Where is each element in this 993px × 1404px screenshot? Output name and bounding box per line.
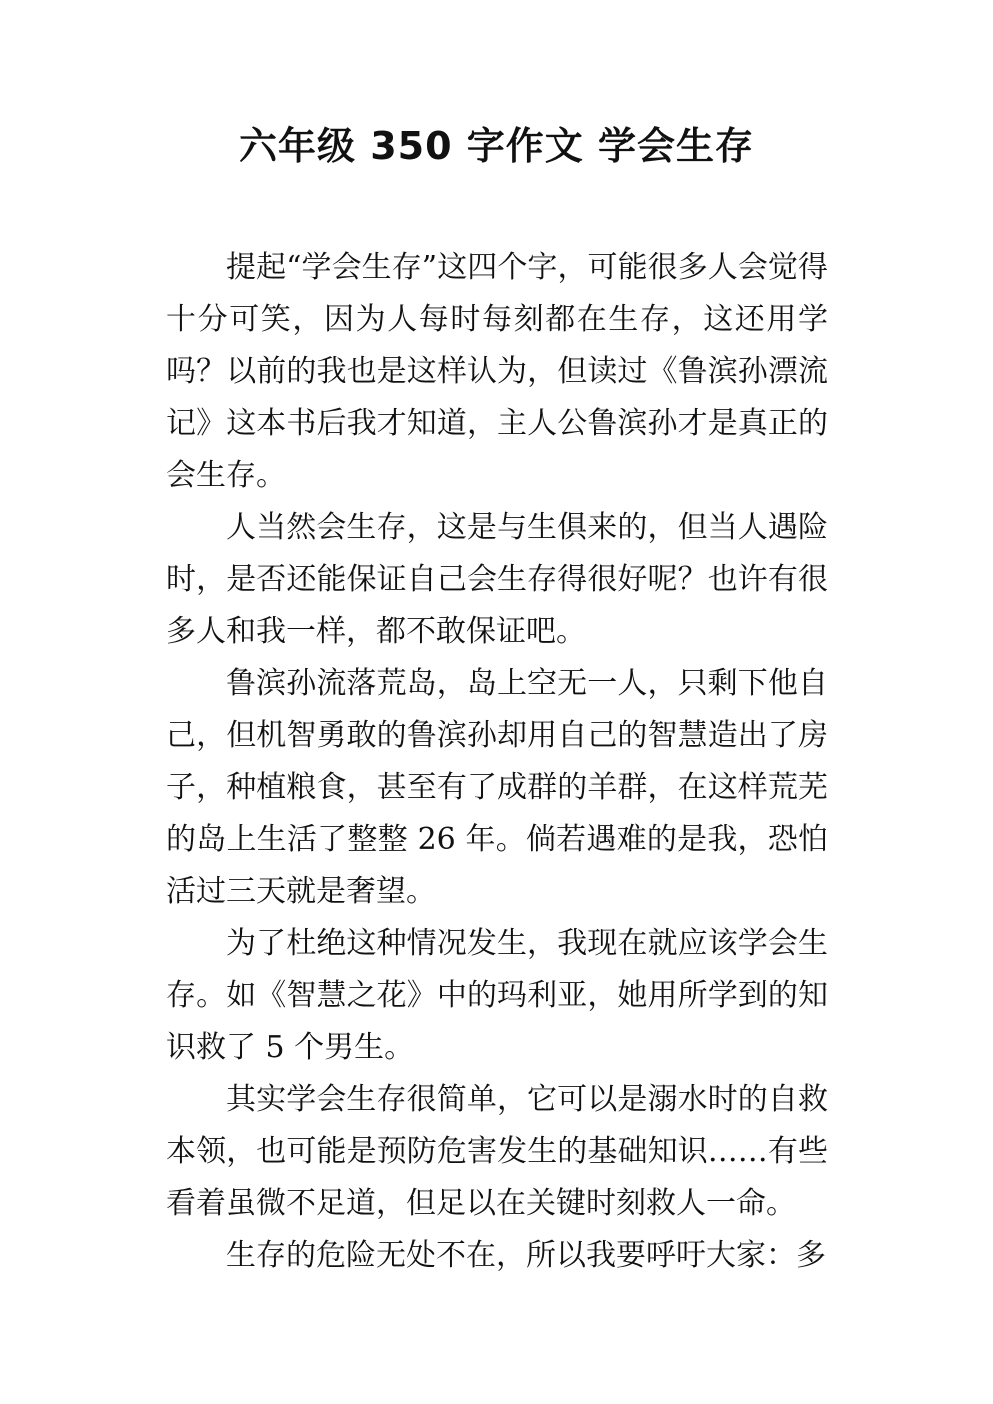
document-title: 六年级 350 字作文 学会生存 [238, 124, 754, 168]
paragraph-5: 其实学会生存很简单，它可以是溺水时的自救本领，也可能是预防危害发生的基础知识……有些看着虽微不足道，但足以在关键时刻救人一命。 [166, 1082, 828, 1221]
paragraph-1: 提起“学会生存”这四个字，可能很多人会觉得十分可笑，因为人每时每刻都在生存，这还用学吗？以前的我也是这样认为，但读过《鲁滨孙漂流记》这本书后我才知道，主人公鲁滨孙才是真正的会生存。 [166, 250, 828, 493]
paragraph-4: 为了杜绝这种情况发生，我现在就应该学会生存。如《智慧之花》中的玛利亚，她用所学到的知识救了 5 个男生。 [166, 926, 828, 1065]
document-body [166, 242, 828, 1282]
paragraph-6: 生存的危险无处不在，所以我要呼吁大家：多 [226, 1238, 826, 1273]
paragraph-2: 人当然会生存，这是与生俱来的，但当人遇险时，是否还能保证自己会生存得很好呢？也许有很多人和我一样，都不敢保证吧。 [166, 510, 828, 649]
paragraph-3: 鲁滨孙流落荒岛，岛上空无一人，只剩下他自己，但机智勇敢的鲁滨孙却用自己的智慧造出了房子，种植粮食，甚至有了成群的羊群，在这样荒芜的岛上生活了整整 26 年。倘若遇难的是我，恐怕活过三天就是奢望。 [166, 666, 828, 909]
